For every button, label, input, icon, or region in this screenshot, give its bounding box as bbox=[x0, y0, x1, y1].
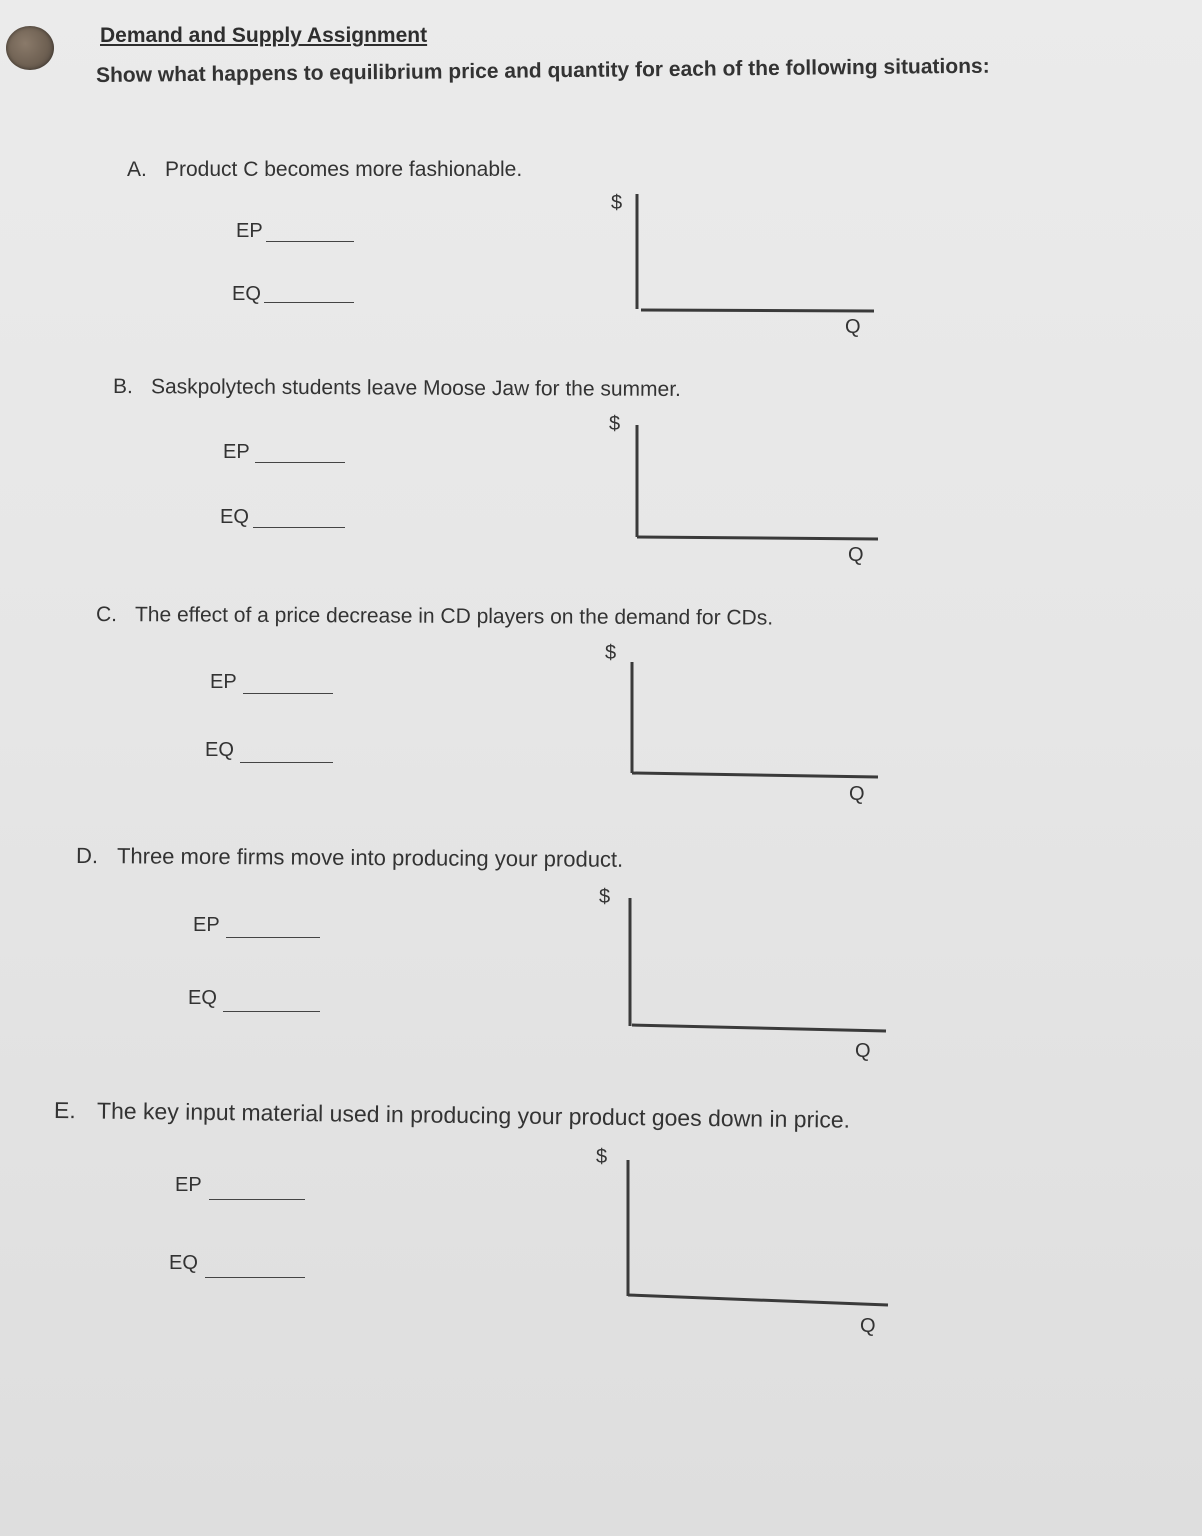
price-axis-label: $ bbox=[609, 413, 621, 435]
quantity-axis-label: Q bbox=[855, 1040, 871, 1062]
price-axis-label: $ bbox=[596, 1146, 608, 1168]
price-axis-label: $ bbox=[605, 642, 617, 664]
worksheet-title: Demand and Supply Assignment bbox=[100, 24, 428, 47]
ep-label: EP bbox=[210, 671, 237, 693]
instructions: Show what happens to equilibrium price and quantity for each of the following situations: bbox=[95, 54, 990, 87]
ep-answer-blank[interactable] bbox=[209, 1199, 305, 1200]
ep-answer-blank[interactable] bbox=[266, 241, 354, 242]
quantity-axis-label: Q bbox=[849, 783, 865, 805]
ep-answer-blank[interactable] bbox=[255, 462, 345, 463]
eq-label: EQ bbox=[232, 283, 261, 305]
quantity-axis bbox=[628, 1295, 888, 1305]
ep-label: EP bbox=[223, 441, 250, 463]
question-a-prompt bbox=[127, 158, 522, 182]
ep-answer-blank[interactable] bbox=[226, 937, 320, 938]
question-d-prompt bbox=[76, 843, 623, 873]
binder-hole bbox=[6, 26, 54, 70]
ep-label: EP bbox=[175, 1174, 202, 1196]
eq-label: EQ bbox=[220, 506, 249, 528]
quantity-axis-label: Q bbox=[860, 1315, 876, 1337]
eq-label: EQ bbox=[188, 987, 217, 1009]
price-axis-label: $ bbox=[599, 886, 611, 908]
quantity-axis bbox=[632, 1025, 886, 1031]
question-text: Saskpolytech students leave Moose Jaw for the summer. bbox=[150, 375, 681, 401]
question-text: The key input material used in producing your product goes down in price. bbox=[96, 1097, 851, 1133]
question-c-prompt bbox=[96, 603, 773, 631]
quantity-axis-label: Q bbox=[848, 544, 864, 566]
eq-answer-blank[interactable] bbox=[264, 302, 354, 303]
eq-label: EQ bbox=[205, 739, 234, 761]
eq-answer-blank[interactable] bbox=[240, 762, 333, 763]
question-b-prompt bbox=[113, 375, 681, 402]
question-text: The effect of a price decrease in CD players on the demand for CDs. bbox=[134, 603, 774, 630]
question-letter: A. bbox=[127, 158, 147, 181]
eq-answer-blank[interactable] bbox=[223, 1011, 320, 1012]
question-letter: B. bbox=[112, 375, 133, 399]
ep-label: EP bbox=[193, 914, 220, 936]
quantity-axis-label: Q bbox=[845, 316, 861, 338]
quantity-axis bbox=[641, 310, 874, 311]
eq-answer-blank[interactable] bbox=[253, 527, 345, 528]
ep-answer-blank[interactable] bbox=[243, 693, 333, 694]
eq-answer-blank[interactable] bbox=[205, 1277, 305, 1278]
question-text: Product C becomes more fashionable. bbox=[165, 158, 523, 181]
quantity-axis bbox=[632, 773, 878, 777]
price-axis-label: $ bbox=[611, 192, 623, 214]
question-letter: C. bbox=[95, 603, 118, 627]
question-text: Three more firms move into producing your product. bbox=[116, 843, 624, 872]
eq-label: EQ bbox=[169, 1252, 198, 1274]
quantity-axis bbox=[637, 537, 878, 539]
question-letter: E. bbox=[53, 1097, 76, 1124]
question-letter: D. bbox=[75, 843, 99, 869]
ep-label: EP bbox=[236, 220, 263, 242]
question-e-prompt bbox=[54, 1097, 850, 1134]
